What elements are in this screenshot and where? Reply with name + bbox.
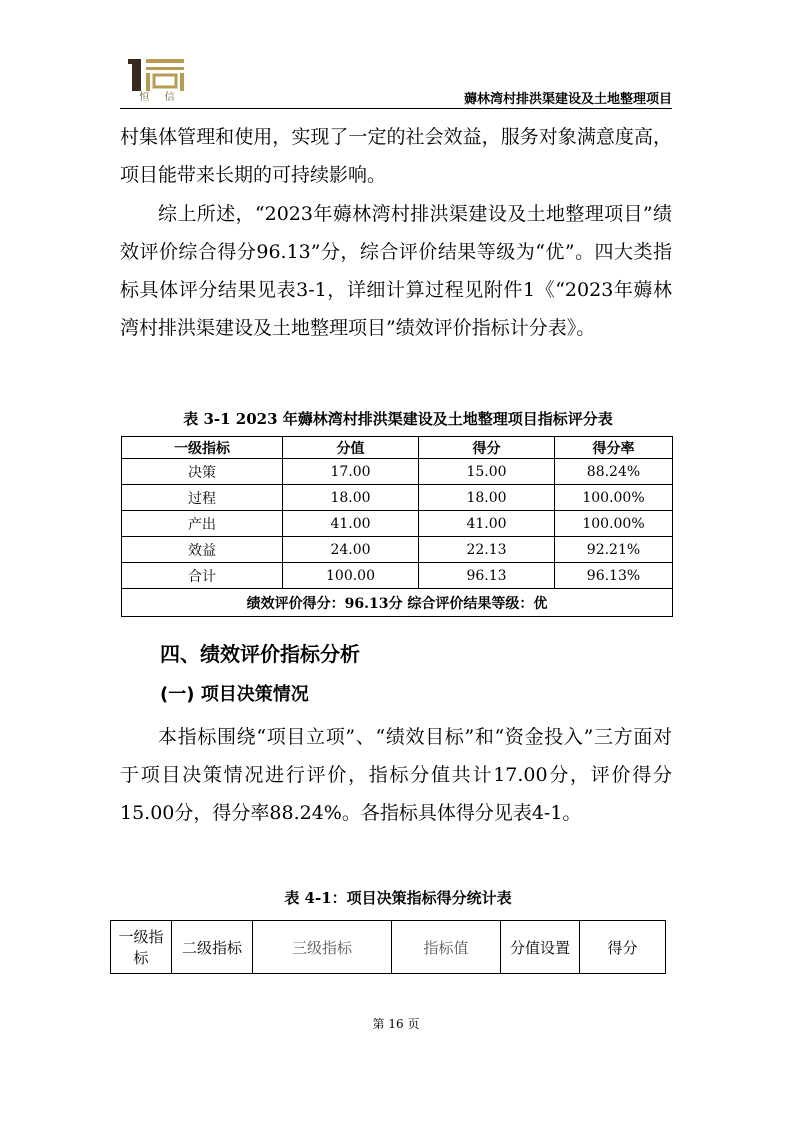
table-cell: 41.00 <box>419 511 555 537</box>
table-header-row <box>111 921 666 974</box>
column-header: 分值 <box>283 437 419 459</box>
header-divider <box>120 108 672 109</box>
subsection-heading: (一) 项目决策情况 <box>160 684 309 705</box>
table-cell: 92.21% <box>555 537 673 563</box>
table-3-1-caption: 表 3-1 2023 年薅林湾村排洪渠建设及土地整理项目指标评分表 <box>183 410 613 428</box>
table-row <box>122 485 673 511</box>
table-cell: 100.00% <box>555 485 673 511</box>
paragraph-3: 本指标围绕“项目立项”、“绩效目标”和“资金投入”三方面对于项目决策情况进行评价，指标分值共计17.00分，评价得分15.00分，得分率88.24%。各指标具体得分见表4-1。 <box>120 726 672 824</box>
table-cell: 96.13% <box>555 563 673 589</box>
paragraph-2: 综上所述，“2023年薅林湾村排洪渠建设及土地整理项目”绩效评价综合得分96.13”分，综合评价结果等级为“优”。四大类指标具体评分结果见表3-1，详细计算过程见附件1《“2023年薅林湾村排洪渠建设及土地整理项目”绩效评价指标计分表》。 <box>120 203 672 339</box>
table-header-row <box>122 437 673 459</box>
column-header: 得分率 <box>555 437 673 459</box>
header-title: 薅林湾村排洪渠建设及土地整理项目 <box>463 92 672 107</box>
column-header: 二级指标 <box>172 921 253 974</box>
table-4-1-caption: 表 4-1：项目决策指标得分统计表 <box>284 889 512 907</box>
table-cell: 100.00 <box>283 563 419 589</box>
column-header: 分值设置 <box>501 921 580 974</box>
table-cell: 41.00 <box>283 511 419 537</box>
table-cell: 18.00 <box>419 485 555 511</box>
table-cell: 过程 <box>122 485 283 511</box>
column-header: 得分 <box>580 921 666 974</box>
table-cell: 88.24% <box>555 459 673 485</box>
decision-stat-table <box>110 920 666 974</box>
table-cell: 24.00 <box>283 537 419 563</box>
table-summary: 绩效评价得分：96.13分 综合评价结果等级：优 <box>122 589 673 617</box>
table-row <box>122 459 673 485</box>
paragraph-1: 村集体管理和使用，实现了一定的社会效益，服务对象满意度高，项目能带来长期的可持续影响。 <box>120 126 672 186</box>
table-cell: 效益 <box>122 537 283 563</box>
table-cell: 合计 <box>122 563 283 589</box>
table-row <box>122 511 673 537</box>
page-number: 第 16 页 <box>372 1017 420 1031</box>
table-cell: 产出 <box>122 511 283 537</box>
section-heading: 四、绩效评价指标分析 <box>160 642 360 666</box>
table-cell: 96.13 <box>419 563 555 589</box>
column-header: 指标值 <box>392 921 501 974</box>
table-cell: 100.00% <box>555 511 673 537</box>
table-cell: 18.00 <box>283 485 419 511</box>
table-cell: 15.00 <box>419 459 555 485</box>
table-footer-row <box>122 589 673 617</box>
column-header: 三级指标 <box>253 921 392 974</box>
table-row <box>122 537 673 563</box>
column-header: 一级指标 <box>111 921 172 974</box>
column-header: 一级指标 <box>122 437 283 459</box>
column-header: 得分 <box>419 437 555 459</box>
logo-caption: 恒 信 <box>139 92 181 103</box>
table-cell: 17.00 <box>283 459 419 485</box>
table-cell: 决策 <box>122 459 283 485</box>
score-table <box>121 436 673 617</box>
table-cell: 22.13 <box>419 537 555 563</box>
table-row-total <box>122 563 673 589</box>
